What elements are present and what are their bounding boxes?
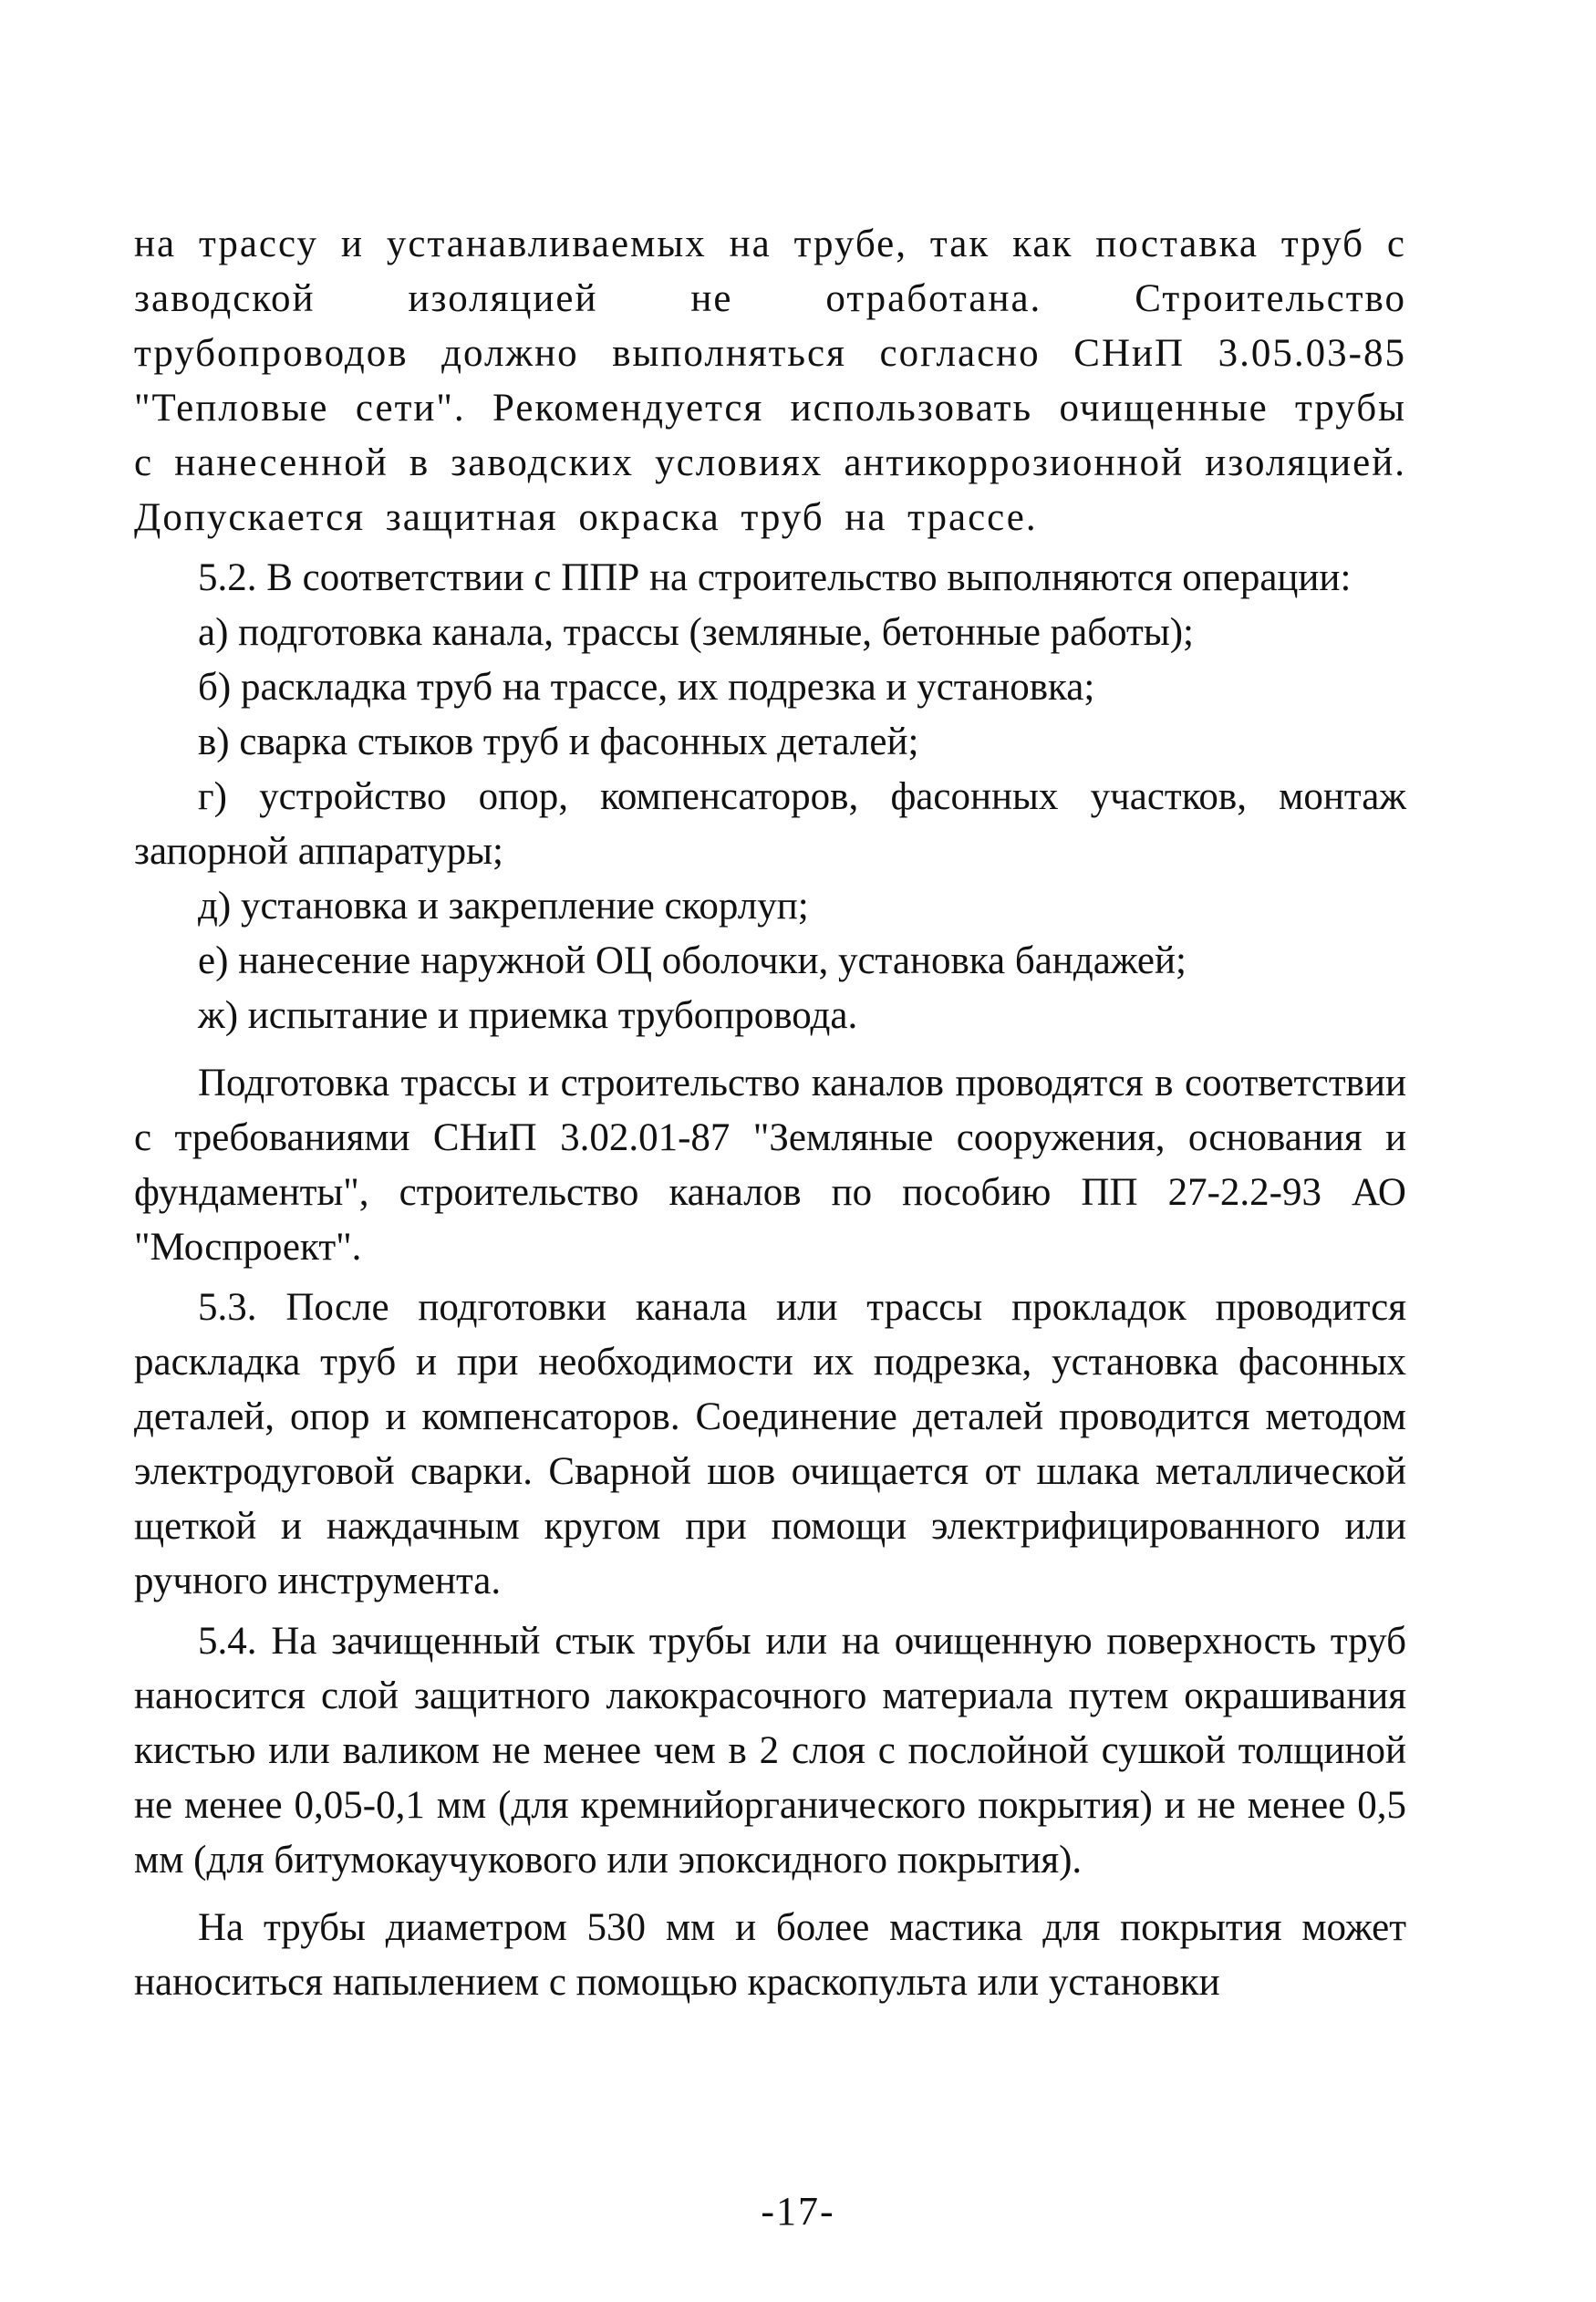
paragraph-large-pipes: На трубы диаметром 530 мм и более мастика для покрытия может наноситься напылением с помощью краскопульта или установки — [134, 1906, 1406, 2004]
list-item-a: а) подготовка канала, трассы (земляные, бетонные работы); — [198, 611, 1195, 654]
list-item-d: д) установка и закрепление скорлуп; — [198, 885, 809, 928]
paragraph-5-3: 5.3. После подготовки канала или трассы прокладок проводится раскладка труб и при необходимости их подрезка, установка фасонных деталей, опор и компенсаторов. Соединение деталей проводится методом электродуговой сварки. Сварной шов очищается от шлака металлической щеткой и наждачным кругом при помощи электрифицированного или ручного инструмента. — [134, 1286, 1406, 1602]
list-item-g: г) устройство опор, компенсаторов, фасонных участков, монтаж запорной аппаратуры; — [134, 775, 1406, 873]
list-item-e: е) нанесение наружной ОЦ оболочки, установка бандажей; — [198, 939, 1187, 982]
paragraph-route-preparation: Подготовка трассы и строительство каналов проводятся в соответствии с требованиями СНиП 3.02.01-87 "Земляные сооружения, основания и фундаменты", строительство каналов по пособию ПП 27-2.2-93 АО "Моспроект". — [134, 1062, 1406, 1269]
page-number: -17- — [761, 2189, 835, 2234]
document-body — [134, 217, 1406, 2010]
paragraph-5-4: 5.4. На зачищенный стык трубы или на очищенную поверхность труб наносится слой защитного лакокрасочного материала путем окрашивания кистью или валиком не менее чем в 2 слоя с послойной сушкой толщиной не менее 0,05-0,1 мм (для кремнийорганического покрытия) и не менее 0,5 мм (для битумокаучукового или эпоксидного покрытия). — [134, 1620, 1406, 1882]
list-item-v: в) сварка стыков труб и фасонных деталей; — [198, 721, 919, 763]
paragraph-5-2: 5.2. В соответствии с ППР на строительство выполняются операции: — [198, 556, 1352, 599]
paragraph-continuation: на трассу и устанавливаемых на трубе, так как поставка труб с заводской изоляцией не отработана. Строительство трубопроводов должно выполняться согласно СНиП 3.05.03-85 "Тепловые сети". Рекомендуется использовать очищенные трубы с нанесенной в заводских условиях антикоррозионной изоляцией. Допускается защитная окраска труб на трассе. — [134, 223, 1406, 539]
list-item-b: б) раскладка труб на трассе, их подрезка и установка; — [198, 666, 1095, 709]
list-item-zh: ж) испытание и приемка трубопровода. — [198, 994, 858, 1037]
